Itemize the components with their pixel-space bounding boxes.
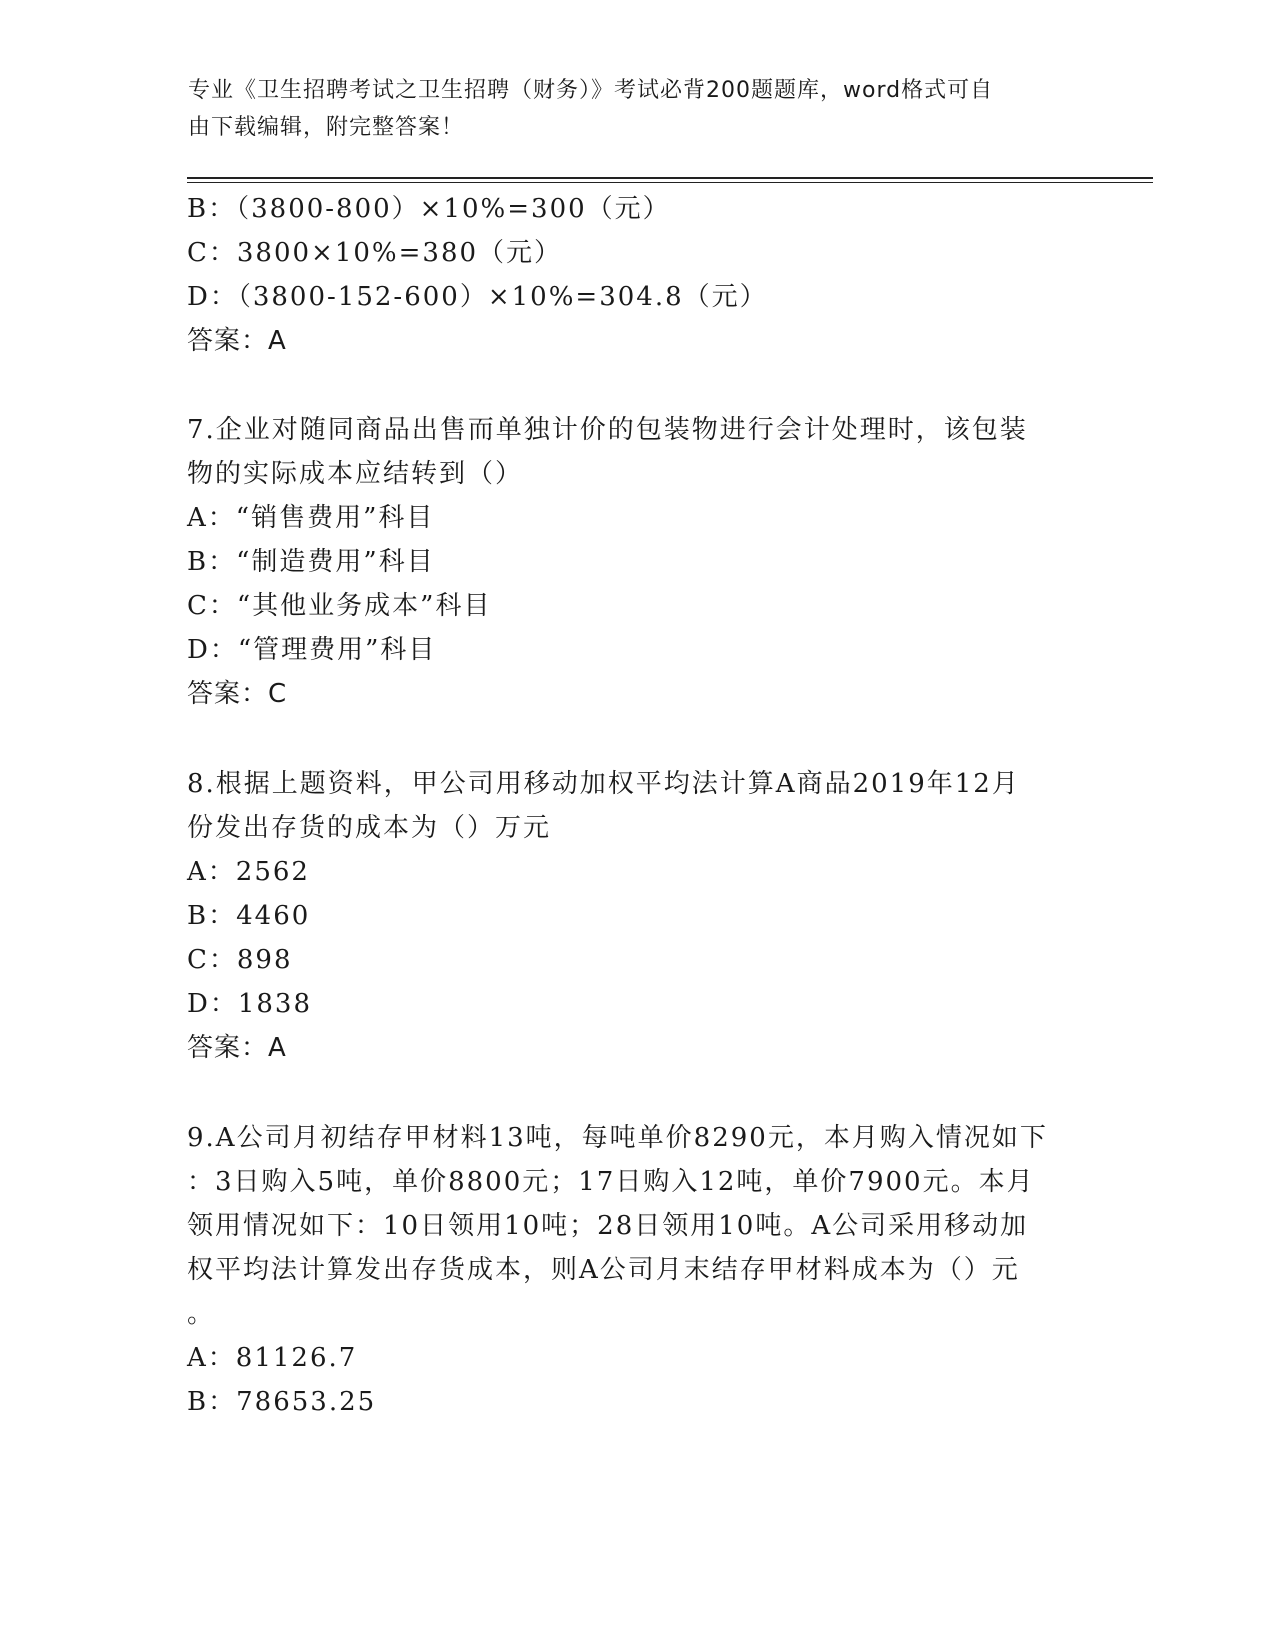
header-line-1: 专业《卫生招聘考试之卫生招聘（财务）》考试必背200题题库，word格式可自 (188, 78, 994, 103)
q9-stem-line-4: 权平均法计算发出存货成本，则A公司月末结存甲材料成本为（）元 (187, 1255, 1020, 1285)
q9-stem-line-5: 。 (187, 1299, 216, 1329)
q9-stem-line-1: 9.A公司月初结存甲材料13吨，每吨单价8290元，本月购入情况如下 (187, 1123, 1048, 1153)
q6-option-b: B：（3800-800）×10%=300（元） (187, 194, 671, 224)
q7-option-b: B：“制造费用”科目 (187, 547, 435, 577)
q8-option-c: C：898 (187, 945, 293, 975)
q7-option-d: D：“管理费用”科目 (187, 635, 437, 665)
q8-option-b: B：4460 (187, 901, 311, 931)
q7-answer: 答案：C (187, 679, 288, 709)
q8-option-a: A：2562 (187, 857, 310, 887)
q6-option-c: C：3800×10%=380（元） (187, 238, 563, 268)
header-divider-thin (187, 182, 1153, 183)
q7-option-a: A：“销售费用”科目 (187, 503, 435, 533)
q8-option-d: D：1838 (187, 989, 313, 1019)
q7-option-c: C：“其他业务成本”科目 (187, 591, 492, 621)
q7-stem-line-2: 物的实际成本应结转到（） (187, 459, 524, 489)
header-line-2: 由下载编辑，附完整答案！ (188, 115, 465, 140)
q8-stem-line-1: 8.根据上题资料，甲公司用移动加权平均法计算A商品2019年12月 (187, 769, 1020, 799)
q8-answer: 答案：A (187, 1033, 287, 1063)
document-header (188, 72, 1088, 146)
q7-stem-line-1: 7.企业对随同商品出售而单独计价的包装物进行会计处理时，该包装 (187, 415, 1028, 445)
q9-stem-line-3: 领用情况如下：10日领用10吨；28日领用10吨。A公司采用移动加 (187, 1211, 1029, 1241)
q9-option-b: B：78653.25 (187, 1387, 377, 1417)
q9-option-a: A：81126.7 (187, 1343, 358, 1373)
q8-stem-line-2: 份发出存货的成本为（）万元 (187, 813, 552, 843)
q9-stem-line-2: ：3日购入5吨，单价8800元；17日购入12吨，单价7900元。本月 (187, 1167, 1035, 1197)
q6-option-d: D：（3800-152-600）×10%=304.8（元） (187, 282, 768, 312)
header-divider-thick (187, 177, 1153, 179)
q6-answer: 答案：A (187, 326, 287, 356)
